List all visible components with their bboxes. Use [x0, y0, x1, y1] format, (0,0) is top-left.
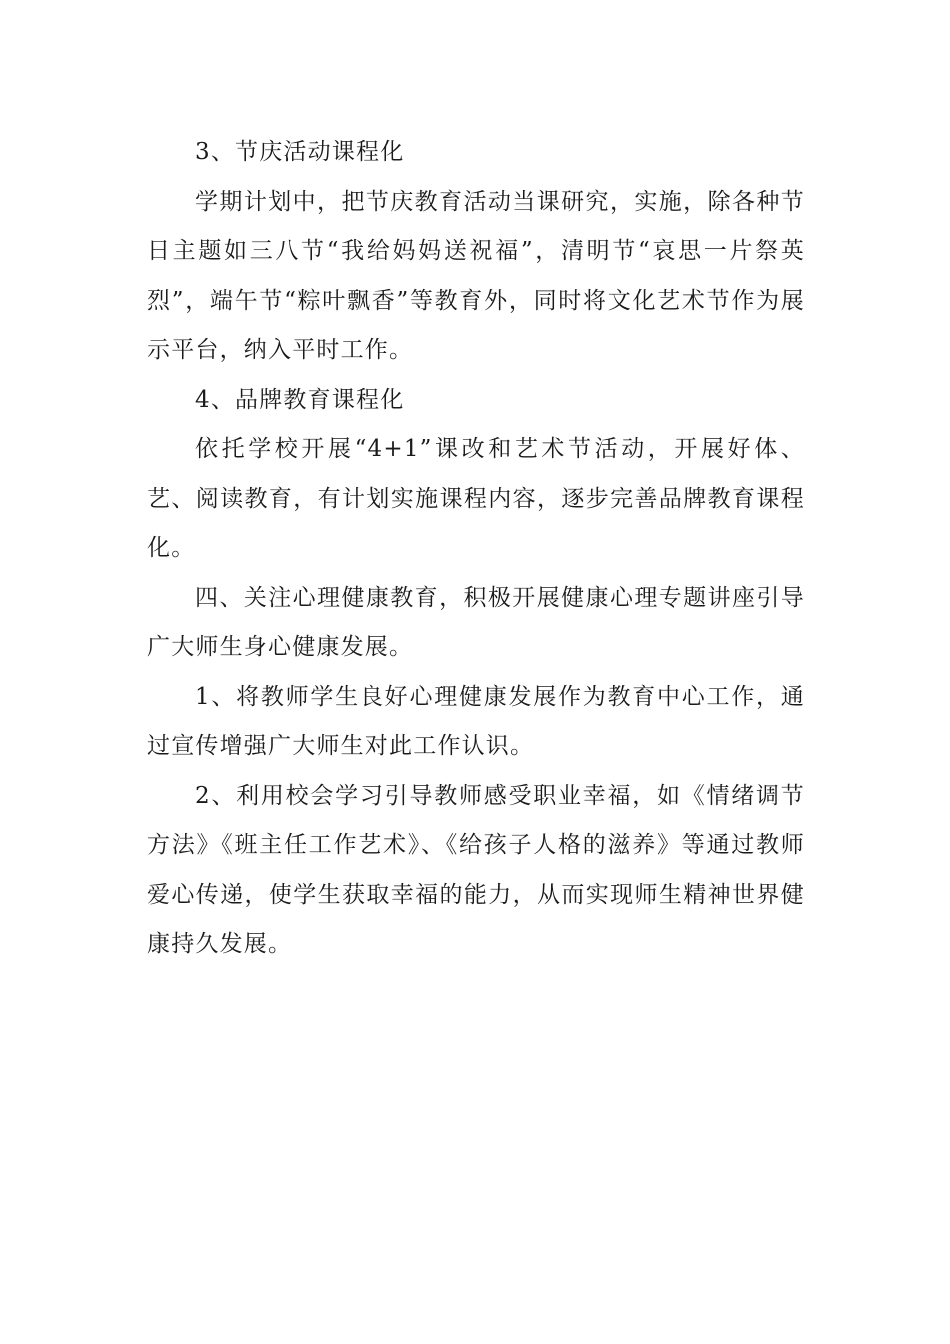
paragraph-mental-health: 四、关注心理健康教育，积极开展健康心理专题讲座引导广大师生身心健康发展。	[147, 584, 805, 660]
paragraph-item-2: 2、利用校会学习引导教师感受职业幸福，如《情绪调节方法》《班主任工作艺术》、《给孩子人格的滋养》等通过教师爱心传递，使学生获取幸福的能力，从而实现师生精神世界健康持久发展。	[147, 782, 805, 957]
document-body	[147, 128, 805, 970]
paragraph-festival: 学期计划中，把节庆教育活动当课研究，实施，除各种节日主题如三八节“我给妈妈送祝福”，清明节“哀思一片祭英烈”，端午节“粽叶飘香”等教育外，同时将文化艺术节作为展示平台，纳入平时工作。	[147, 188, 805, 363]
paragraph-item-1: 1、将教师学生良好心理健康发展作为教育中心工作，通过宣传增强广大师生对此工作认识。	[147, 683, 805, 759]
section-heading-festival: 3、节庆活动课程化	[195, 139, 405, 165]
section-heading-brand: 4、品牌教育课程化	[195, 386, 405, 413]
paragraph-brand: 依托学校开展“4+1”课改和艺术节活动，开展好体、艺、阅读教育，有计划实施课程内容，逐步完善品牌教育课程化。	[147, 436, 805, 561]
